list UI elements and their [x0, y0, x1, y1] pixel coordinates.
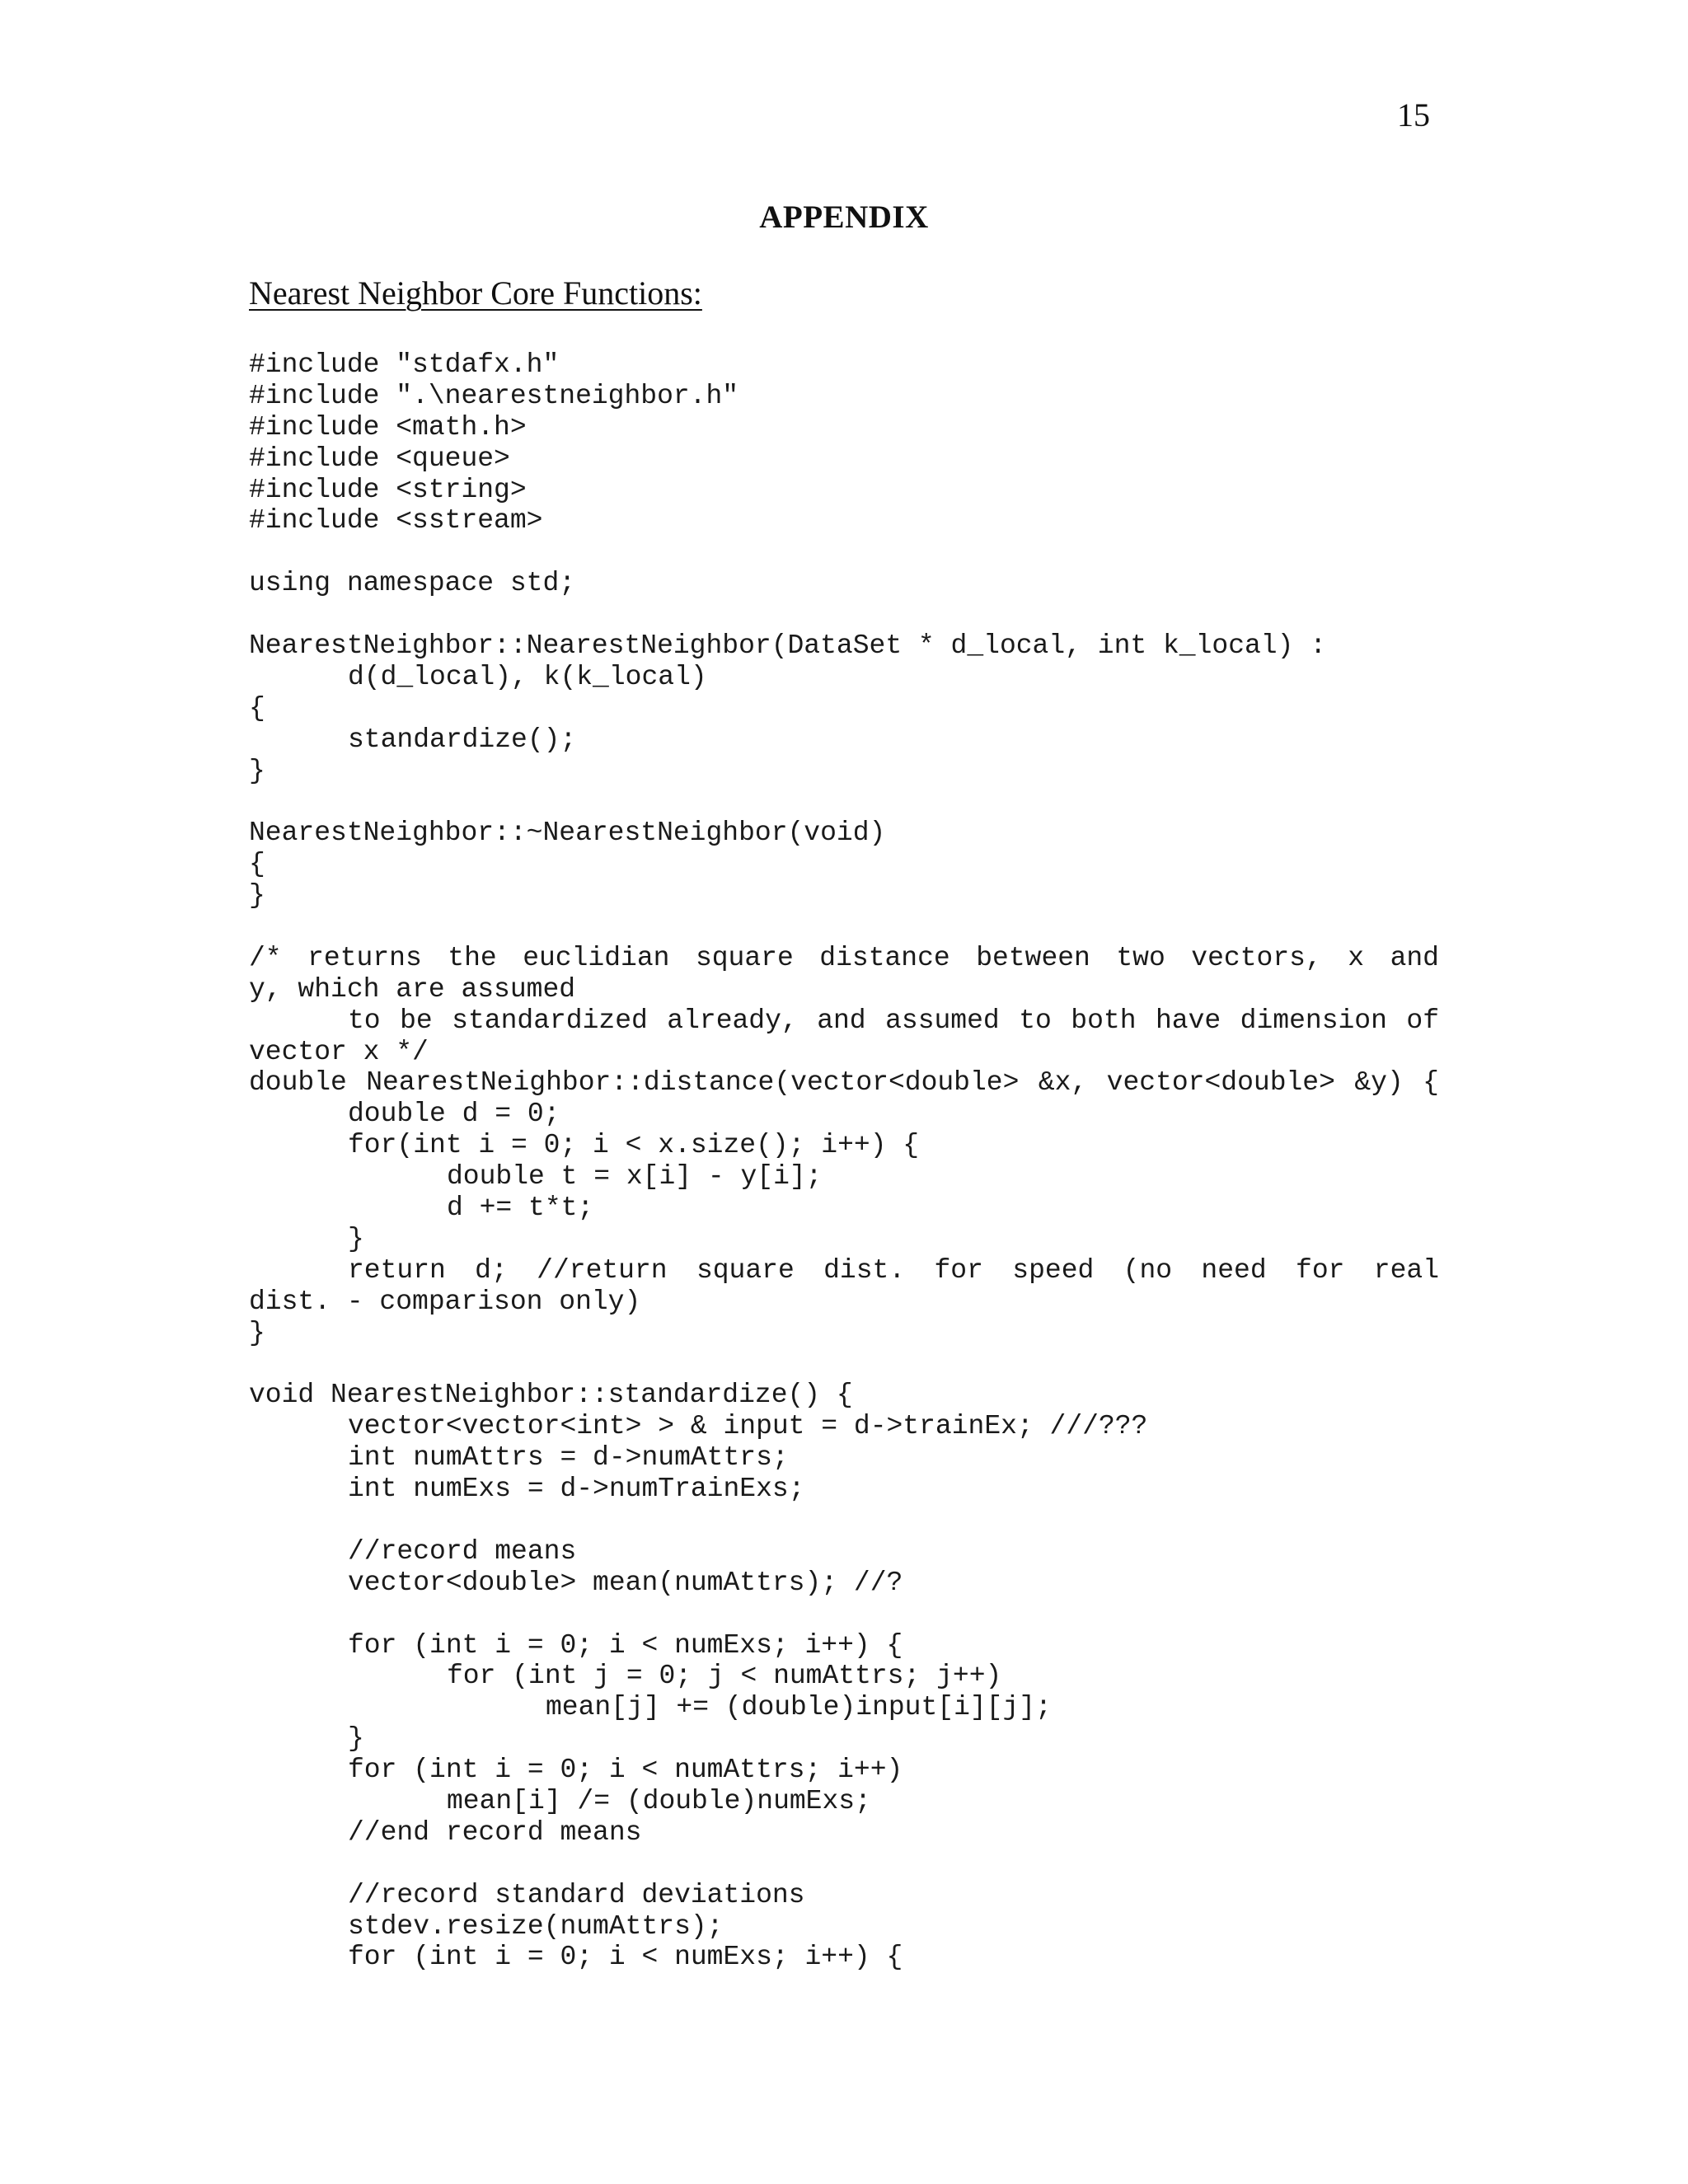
code-line: for(int i = 0; i < x.size(); i++) {: [348, 1130, 920, 1161]
code-line: #include <string>: [249, 474, 527, 505]
code-line: }: [249, 1317, 265, 1348]
code-line: d += t*t;: [447, 1193, 594, 1224]
code-listing: [249, 349, 1439, 1973]
code-line: standardize();: [348, 724, 577, 755]
code-line: d(d_local), k(k_local): [348, 661, 707, 692]
code-line: using namespace std;: [249, 568, 576, 599]
code-line: for (int i = 0; i < numExs; i++) {: [348, 1942, 903, 1973]
code-line: #include <math.h>: [249, 411, 527, 443]
code-line: #include "stdafx.h": [249, 349, 560, 380]
code-line: vector<double> mean(numAttrs); //?: [348, 1567, 903, 1598]
code-line: //record means: [348, 1535, 577, 1567]
page-number: 15: [1397, 96, 1430, 134]
section-title: Nearest Neighbor Core Functions:: [249, 274, 702, 312]
code-line: int numExs = d->numTrainExs;: [348, 1474, 805, 1505]
code-line: [249, 786, 1439, 818]
code-line: [249, 599, 1439, 630]
code-line: vector<vector<int> > & input = d->trainEx; ///???: [348, 1411, 1148, 1442]
code-line: for (int i = 0; i < numExs; i++) {: [348, 1629, 903, 1661]
code-line: }: [249, 755, 265, 786]
code-line: [249, 1349, 1439, 1380]
code-line: {: [249, 849, 265, 880]
code-line: }: [348, 1223, 364, 1254]
code-line: return d; //return square dist. for speed (no need for real: [348, 1254, 1439, 1286]
code-line: #include <queue>: [249, 443, 510, 474]
code-line: [249, 1849, 1439, 1880]
code-line: //end record means: [348, 1816, 642, 1848]
code-line: int numAttrs = d->numAttrs;: [348, 1442, 789, 1474]
code-line: /* returns the euclidian square distance between two vectors, x and: [249, 942, 1439, 973]
code-line: #include ".\nearestneighbor.h": [249, 380, 739, 411]
code-line: [249, 537, 1439, 568]
code-line: to be standardized already, and assumed to both have dimension of: [348, 1005, 1439, 1036]
code-line: mean[i] /= (double)numExs;: [447, 1785, 871, 1816]
code-line: double NearestNeighbor::distance(vector<double> &x, vector<double> &y) {: [249, 1067, 1439, 1099]
code-line: double t = x[i] - y[i];: [447, 1161, 823, 1193]
code-line: double d = 0;: [348, 1099, 560, 1130]
code-line: y, which are assumed: [249, 973, 576, 1005]
code-line: dist. - comparison only): [249, 1286, 641, 1317]
code-line: mean[j] += (double)input[i][j];: [546, 1692, 1052, 1723]
code-line: for (int i = 0; i < numAttrs; i++): [348, 1755, 903, 1786]
code-line: NearestNeighbor::NearestNeighbor(DataSet * d_local, int k_local) :: [249, 630, 1327, 662]
code-line: void NearestNeighbor::standardize() {: [249, 1380, 853, 1411]
code-line: for (int j = 0; j < numAttrs; j++): [447, 1661, 1002, 1692]
code-line: }: [348, 1723, 364, 1755]
code-line: vector x */: [249, 1036, 429, 1067]
appendix-heading: APPENDIX: [759, 199, 929, 235]
code-line: {: [249, 692, 265, 724]
code-line: }: [249, 880, 265, 912]
code-line: #include <sstream>: [249, 505, 543, 537]
code-line: stdev.resize(numAttrs);: [348, 1910, 724, 1942]
code-line: [249, 912, 1439, 943]
code-line: NearestNeighbor::~NearestNeighbor(void): [249, 818, 886, 849]
code-line: [249, 1599, 1439, 1630]
code-line: [249, 1505, 1439, 1536]
code-line: //record standard deviations: [348, 1879, 805, 1910]
